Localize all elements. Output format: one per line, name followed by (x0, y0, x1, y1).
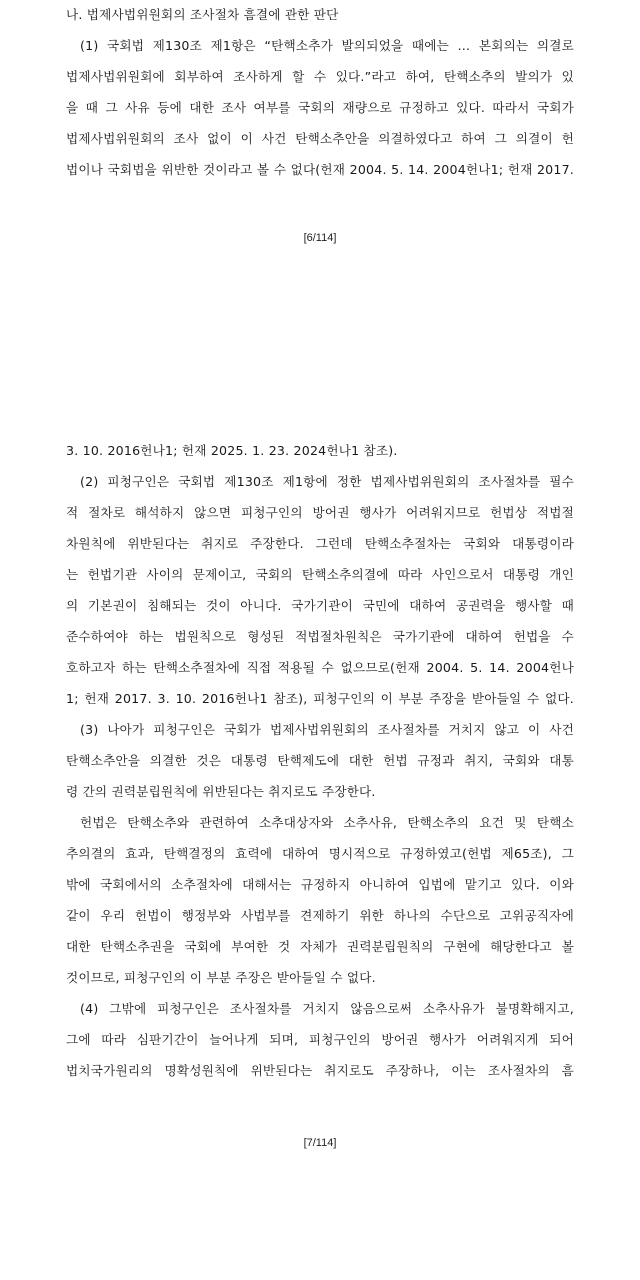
paragraph-line: 을 때 그 사유 등에 대한 조사 여부를 국회의 재량으로 규정하고 있다. 따라서 국회가 (66, 100, 574, 115)
paragraph-line: 법제사법위원회에 회부하여 조사하게 할 수 있다.”라고 하여, 탄핵소추의 발의가 있 (66, 69, 574, 84)
paragraph-line: 는 헌법기관 사이의 문제이고, 국회의 탄핵소추의결에 따라 사인으로서 대통령 개인 (66, 567, 574, 582)
paragraph-line: 같이 우리 헌법이 행정부와 사법부를 견제하기 위한 하나의 수단으로 고위공직자에 (66, 908, 574, 923)
paragraph-line: (3) 나아가 피청구인은 국회가 법제사법위원회의 조사절차를 거치지 않고 이 사건 (80, 722, 574, 737)
paragraph-line: 1; 헌재 2017. 3. 10. 2016헌나1 참조), 피청구인의 이 부분 주장을 받아들일 수 없다. (66, 691, 574, 706)
paragraph-line: 대한 탄핵소추권을 국회에 부여한 것 자체가 권력분립원칙의 구현에 해당한다고 볼 (66, 939, 574, 954)
paragraph-line: 의 기본권이 침해되는 것이 아니다. 국가기관이 국민에 대하여 공권력을 행사할 때 (66, 598, 574, 613)
paragraph-line: 차원칙에 위반된다는 취지로 주장한다. 그런데 탄핵소추절차는 국회와 대통령이라 (66, 536, 574, 551)
paragraph-line: (4) 그밖에 피청구인은 조사절차를 거치지 않음으로써 소추사유가 불명확해지고, (80, 1001, 574, 1016)
paragraph-line: (1) 국회법 제130조 제1항은 “탄핵소추가 발의되었을 때에는 … 본회의는 의결로 (80, 38, 574, 53)
paragraph-line: 추의결의 효과, 탄핵결정의 효력에 대하여 명시적으로 규정하였고(헌법 제65조), 그 (66, 846, 574, 861)
paragraph-line: 법치국가원리의 명확성원칙에 위반된다는 취지로도 주장하나, 이는 조사절차의 흠 (66, 1063, 574, 1078)
section-heading: 나. 법제사법위원회의 조사절차 흠결에 관한 판단 (66, 7, 339, 22)
paragraph-line: 3. 10. 2016헌나1; 헌재 2025. 1. 23. 2024헌나1 참조). (66, 443, 398, 458)
page-number: [6/114] (303, 232, 337, 244)
paragraph-line: 적 절차로 해석하지 않으면 피청구인의 방어권 행사가 어려워지므로 헌법상 적법절 (66, 505, 574, 520)
paragraph-line: 법제사법위원회의 조사 없이 이 사건 탄핵소추안을 의결하였다고 하여 그 의결이 헌 (66, 131, 574, 146)
paragraph-line: 헌법은 탄핵소추와 관련하여 소추대상자와 소추사유, 탄핵소추의 요건 및 탄핵소 (80, 815, 574, 830)
paragraph-line: (2) 피청구인은 국회법 제130조 제1항에 정한 법제사법위원회의 조사절차를 필수 (80, 474, 574, 489)
paragraph-line: 그에 따라 심판기간이 늘어나게 되며, 피청구인의 방어권 행사가 어려워지게 되어 (66, 1032, 574, 1047)
paragraph-line: 법이나 국회법을 위반한 것이라고 볼 수 없다(헌재 2004. 5. 14. 2004헌나1; 헌재 2017. (66, 162, 574, 177)
paragraph-line: 것이므로, 피청구인의 이 부분 주장은 받아들일 수 없다. (66, 970, 376, 985)
paragraph-line: 호하고자 하는 탄핵소추절차에 직접 적용될 수 없으므로(헌재 2004. 5. 14. 2004헌나 (66, 660, 574, 675)
paragraph-line: 탄핵소추안을 의결한 것은 대통령 탄핵제도에 대한 헌법 규정과 취지, 국회와 대통 (66, 753, 574, 768)
paragraph-line: 령 간의 권력분립원칙에 위반된다는 취지로도 주장한다. (66, 784, 376, 799)
paragraph-line: 준수하여야 하는 법원칙으로 형성된 적법절차원칙은 국가기관에 대하여 헌법을 수 (66, 629, 574, 644)
page-number: [7/114] (303, 1137, 337, 1149)
paragraph-line: 밖에 국회에서의 소추절차에 대해서는 규정하지 아니하여 입법에 맡기고 있다. 이와 (66, 877, 574, 892)
